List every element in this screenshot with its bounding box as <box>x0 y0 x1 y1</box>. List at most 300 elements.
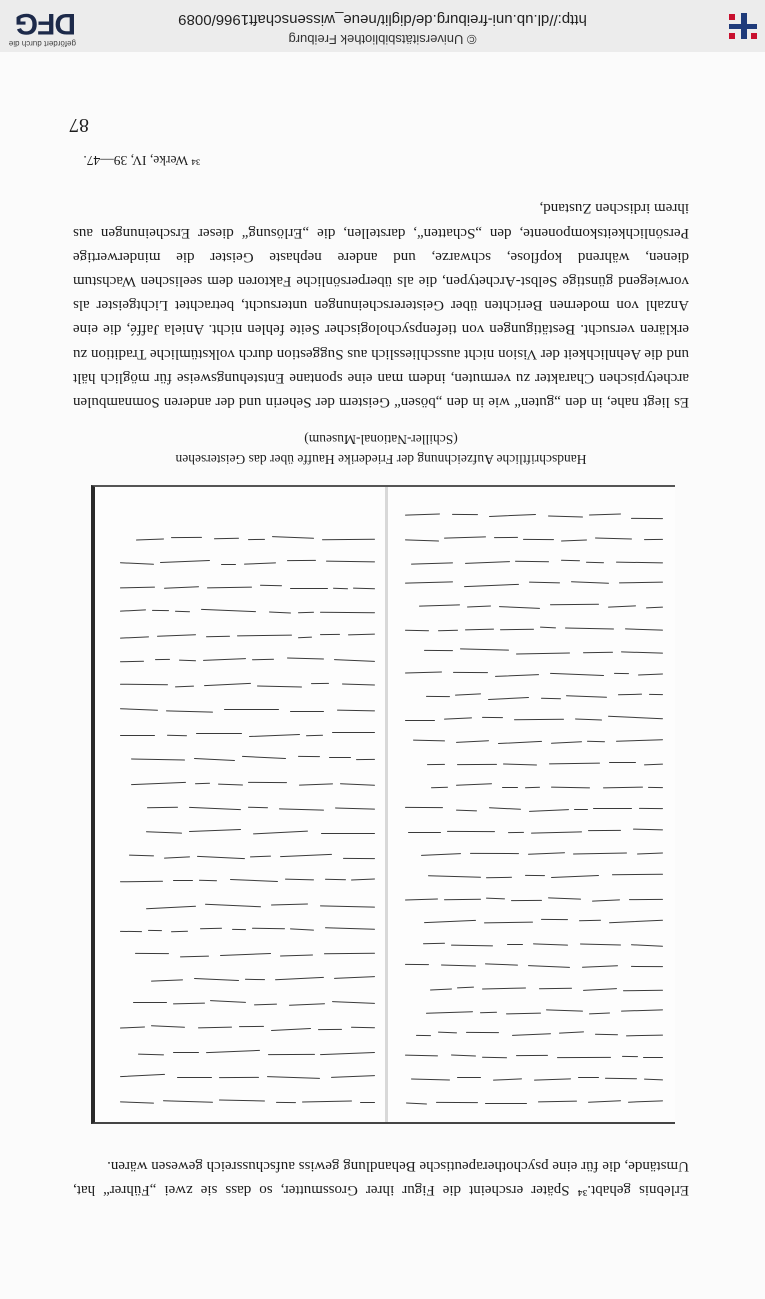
handwriting-stroke <box>625 628 663 631</box>
handwriting-stroke <box>525 786 540 788</box>
handwriting-stroke <box>280 808 325 811</box>
handwriting-stroke <box>219 1077 259 1079</box>
handwriting-stroke <box>166 710 213 713</box>
handwriting-stroke <box>135 952 169 954</box>
handwriting-stroke <box>244 562 276 565</box>
handwriting-stroke <box>484 922 533 924</box>
handwriting-stroke <box>320 1052 375 1055</box>
handwriting-stroke <box>189 807 241 811</box>
handwriting-stroke <box>588 829 621 830</box>
handwriting-stroke <box>171 930 188 932</box>
handwriting-stroke <box>405 1054 438 1056</box>
page-number: 87 <box>69 114 89 136</box>
handwriting-stroke <box>501 787 517 788</box>
handwriting-stroke <box>221 564 236 565</box>
handwriting-stroke <box>628 1100 663 1103</box>
handwriting-stroke <box>287 658 324 660</box>
handwriting-stroke <box>260 584 282 586</box>
handwriting-stroke <box>334 976 375 979</box>
handwriting-stroke <box>447 830 495 832</box>
handwriting-stroke <box>589 513 621 515</box>
handwriting-stroke <box>616 561 663 563</box>
handwriting-stroke <box>609 919 663 923</box>
viewer-header <box>0 0 765 52</box>
handwriting-stroke <box>405 539 439 541</box>
handwriting-stroke <box>516 652 570 654</box>
handwriting-stroke <box>167 734 187 736</box>
handwriting-stroke <box>297 612 313 614</box>
handwriting-stroke <box>616 739 663 742</box>
source-url[interactable]: http://dl.ub.uni-freiburg.de/diglit/neue_wissenschaft1966/0089 <box>178 11 587 28</box>
handwriting-stroke <box>219 1099 265 1101</box>
handwriting-stroke <box>290 929 314 932</box>
handwriting-stroke <box>248 781 287 783</box>
handwriting-stroke <box>326 561 375 563</box>
handwriting-stroke <box>405 898 438 900</box>
handwriting-stroke <box>331 1075 375 1078</box>
handwriting-stroke <box>504 764 538 766</box>
handwriting-stroke <box>623 990 663 992</box>
handwriting-stroke <box>322 539 375 541</box>
handwriting-stroke <box>237 635 292 637</box>
handwriting-stroke <box>175 611 190 613</box>
handwriting-stroke <box>551 787 590 789</box>
handwriting-stroke <box>275 977 324 981</box>
handwriting-stroke <box>163 1100 213 1103</box>
handwriting-stroke <box>644 764 663 766</box>
handwriting-stroke <box>271 1028 311 1031</box>
handwriting-stroke <box>639 808 663 809</box>
handwriting-stroke <box>500 628 534 630</box>
handwriting-stroke <box>456 810 477 812</box>
handwriting-stroke <box>285 878 314 880</box>
handwriting-stroke <box>200 879 218 881</box>
handwriting-stroke <box>297 756 319 758</box>
handwriting-stroke <box>557 1056 611 1058</box>
handwriting-stroke <box>547 516 582 518</box>
handwriting-stroke <box>451 1054 476 1056</box>
handwriting-stroke <box>269 611 291 613</box>
handwriting-stroke <box>411 562 453 565</box>
handwriting-stroke <box>539 987 572 989</box>
handwriting-stroke <box>337 710 375 712</box>
handwriting-stroke <box>514 718 564 720</box>
handwriting-stroke <box>321 833 375 834</box>
handwriting-stroke <box>541 919 568 921</box>
handwriting-stroke <box>593 808 632 809</box>
handwriting-stroke <box>201 609 256 613</box>
handwriting-stroke <box>523 539 554 541</box>
handwriting-stroke <box>340 783 375 786</box>
handwriting-stroke <box>351 879 375 881</box>
handwriting-stroke <box>589 1100 622 1103</box>
handwriting-stroke <box>405 720 435 721</box>
handwriting-stroke <box>571 581 609 584</box>
handwriting-stroke <box>621 1009 663 1011</box>
handwriting-stroke <box>171 536 202 538</box>
handwriting-stroke <box>299 784 333 786</box>
handwriting-stroke <box>427 763 445 764</box>
handwriting-stroke <box>290 710 324 711</box>
handwriting-stroke <box>511 899 542 901</box>
handwriting-stroke <box>580 943 621 945</box>
handwriting-stroke <box>249 807 269 809</box>
handwriting-stroke <box>629 899 663 901</box>
handwriting-stroke <box>560 559 579 561</box>
body-paragraph-bottom: Erlebnis gehabt.³⁴ Später erscheint die Figur ihrer Grossmutter, so dass sie zwei „Führer“ hat, Umstände, die für eine psychotherapeutische Behandlung gewiss aufschussreich gewesen wären. <box>73 1157 689 1198</box>
handwriting-stroke <box>356 759 375 761</box>
handwriting-stroke <box>179 659 196 661</box>
handwriting-stroke <box>406 1102 427 1104</box>
handwriting-stroke <box>457 763 497 764</box>
handwriting-stroke <box>405 513 440 515</box>
handwriting-stroke <box>253 1003 276 1005</box>
handwriting-stroke <box>538 1101 577 1103</box>
handwriting-stroke <box>120 636 149 639</box>
handwriting-stroke <box>466 1032 499 1034</box>
handwriting-stroke <box>320 612 375 614</box>
handwriting-stroke <box>525 875 545 876</box>
handwriting-stroke <box>484 963 517 966</box>
handwriting-stroke <box>189 829 241 832</box>
handwriting-stroke <box>431 787 448 789</box>
handwriting-stroke <box>494 1078 523 1081</box>
handwriting-stroke <box>273 536 315 539</box>
handwriting-stroke <box>445 536 487 539</box>
handwriting-stroke <box>648 786 663 787</box>
handwriting-stroke <box>487 876 513 878</box>
body-paragraph-top: Es liegt nahe, in den „guten“ wie in den „bösen“ Geistern der Seherin und der anderen Somnambulen archetypischen Charakter zu vermuten, indem man eine spontane Entstehungsweise für möglich hält und die Aehnlichkeit der Vision nicht ausschliesslich aus Suggestion durch volkstümliche Tradition zu erklären versucht. Bestätigungen von tiefenpsychologischer Seite fehlen nicht. Aniela Jaffé, die eine Anzahl von modernen Berichten über Geistererscheinungen untersucht, betrachtet Lichtgeister als vorwiegend günstige Selbst-Archetypen, die als überpersönliche Faktoren dem seelischen Wachstum dienen, während kopflose, schwarze, und andere nephaste Geister die minderwertige Persönlichkeitskomponente, den „Schatten“, darstellen, die „Erlösung“ dieser Erscheinungen aus ihrem irdischen Zustand, <box>73 200 689 410</box>
handwriting-stroke <box>614 673 629 675</box>
handwriting-stroke <box>424 919 476 923</box>
handwriting-stroke <box>452 514 478 516</box>
handwriting-stroke <box>131 782 186 786</box>
handwriting-stroke <box>194 758 235 761</box>
handwriting-stroke <box>430 988 452 990</box>
handwriting-stroke <box>480 1011 497 1013</box>
handwriting-stroke <box>151 1025 185 1028</box>
handwriting-stroke <box>120 931 142 933</box>
handwriting-stroke <box>495 536 519 538</box>
handwriting-stroke <box>485 1102 527 1103</box>
handwriting-stroke <box>120 586 155 588</box>
handwriting-stroke <box>242 755 286 758</box>
handwriting-stroke <box>551 875 599 878</box>
handwriting-stroke <box>486 897 505 899</box>
handwriting-stroke <box>425 650 454 651</box>
handwriting-stroke <box>533 943 568 946</box>
handwriting-stroke <box>276 1101 296 1103</box>
handwriting-stroke <box>360 1101 375 1102</box>
handwriting-stroke <box>120 562 154 565</box>
handwriting-stroke <box>196 733 242 734</box>
handwriting-stroke <box>631 966 663 967</box>
handwriting-stroke <box>405 807 443 809</box>
handwriting-stroke <box>423 943 445 945</box>
handwriting-stroke <box>325 927 375 930</box>
handwriting-stroke <box>203 658 246 661</box>
dfg-logo <box>4 8 76 48</box>
handwriting-stroke <box>631 517 663 519</box>
handwriting-stroke <box>297 636 311 638</box>
handwriting-stroke <box>120 609 146 612</box>
handwriting-stroke <box>457 1077 481 1078</box>
handwriting-stroke <box>173 880 193 881</box>
handwriting-stroke <box>324 879 345 881</box>
handwriting-stroke <box>318 1028 342 1030</box>
handwriting-stroke <box>644 1078 663 1080</box>
handwriting-stroke <box>252 927 285 929</box>
handwriting-stroke <box>594 538 631 540</box>
handwriting-stroke <box>206 635 230 637</box>
handwriting-stroke <box>136 538 164 540</box>
handwriting-stroke <box>207 587 252 589</box>
handwriting-stroke <box>249 734 300 737</box>
handwriting-stroke <box>560 539 586 541</box>
handwriting-stroke <box>334 658 375 661</box>
handwriting-stroke <box>548 897 581 900</box>
handwriting-stroke <box>550 673 604 676</box>
handwriting-stroke <box>333 587 348 589</box>
handwriting-stroke <box>405 581 453 583</box>
handwriting-stroke <box>528 965 570 968</box>
handwriting-stroke <box>619 581 663 583</box>
handwriting-stroke <box>289 1003 325 1006</box>
handwriting-stroke <box>138 1053 164 1055</box>
handwriting-stroke <box>253 830 308 834</box>
handwriting-stroke <box>452 944 494 946</box>
handwriting-stroke <box>622 1056 638 1058</box>
handwriting-stroke <box>606 1078 638 1080</box>
handwriting-stroke <box>174 1002 206 1004</box>
handwriting-stroke <box>583 988 617 991</box>
handwriting-stroke <box>151 609 168 611</box>
handwriting-stroke <box>457 986 474 988</box>
handwriting-stroke <box>637 852 663 854</box>
handwriting-stroke <box>405 671 442 673</box>
handwriting-stroke <box>586 562 604 564</box>
handwriting-stroke <box>419 604 460 607</box>
handwriting-stroke <box>120 880 163 882</box>
handwriting-stroke <box>329 756 351 757</box>
handwriting-stroke <box>173 1051 199 1052</box>
handwriting-stroke <box>515 560 549 562</box>
caption-line-1: Handschriftliche Aufzeichnung der Friederike Hauffe über das Geistersehen <box>175 452 587 467</box>
handwriting-stroke <box>436 1102 478 1104</box>
handwriting-stroke <box>540 627 556 629</box>
handwriting-stroke <box>489 514 536 517</box>
handwriting-stroke <box>332 732 375 733</box>
handwriting-stroke <box>120 1101 154 1104</box>
handwriting-stroke <box>252 659 274 661</box>
handwriting-stroke <box>160 559 210 562</box>
handwriting-stroke <box>512 1033 551 1036</box>
handwriting-stroke <box>251 855 272 857</box>
handwriting-stroke <box>506 944 522 945</box>
handwriting-stroke <box>516 1054 548 1055</box>
handwriting-stroke <box>147 831 183 834</box>
handwriting-stroke <box>649 694 663 695</box>
handwriting-stroke <box>565 627 614 629</box>
handwriting-stroke <box>465 561 510 564</box>
handwriting-stroke <box>342 683 375 685</box>
handwriting-stroke <box>551 741 582 744</box>
handwriting-stroke <box>482 717 503 718</box>
handwriting-stroke <box>198 1026 232 1028</box>
handwriting-stroke <box>271 903 308 905</box>
handwriting-stroke <box>133 1002 167 1003</box>
handwriting-stroke <box>602 786 642 788</box>
handwriting-stroke <box>621 651 663 654</box>
handwriting-stroke <box>353 587 375 589</box>
handwriting-stroke <box>175 685 194 687</box>
handwriting-stroke <box>280 954 313 956</box>
handwriting-stroke <box>441 964 476 966</box>
manuscript-gutter <box>385 487 388 1122</box>
handwriting-stroke <box>248 539 265 541</box>
handwriting-stroke <box>527 852 564 855</box>
handwriting-stroke <box>489 807 521 810</box>
handwriting-stroke <box>541 697 561 699</box>
handwriting-stroke <box>577 1076 598 1077</box>
figure-caption <box>83 429 679 469</box>
handwriting-stroke <box>239 1025 264 1026</box>
handwriting-stroke <box>631 944 664 947</box>
handwriting-stroke <box>574 808 588 809</box>
handwriting-stroke <box>470 852 519 853</box>
handwriting-stroke <box>324 952 375 954</box>
handwriting-stroke <box>587 741 605 743</box>
handwriting-stroke <box>405 964 429 966</box>
handwriting-stroke <box>197 856 245 860</box>
handwriting-stroke <box>638 673 663 675</box>
handwriting-stroke <box>453 672 488 674</box>
dfg-subtitle: gefördert durch die <box>8 39 76 48</box>
handwriting-stroke <box>609 605 637 608</box>
handwriting-stroke <box>147 930 162 932</box>
handwriting-stroke <box>592 899 620 902</box>
handwriting-stroke <box>200 927 222 929</box>
handwriting-stroke <box>220 952 271 955</box>
handwriting-stroke <box>302 1100 352 1102</box>
handwriting-stroke <box>320 905 375 908</box>
handwriting-stroke <box>633 829 663 831</box>
handwriting-stroke <box>195 783 210 785</box>
handwriting-stroke <box>408 832 441 833</box>
handwriting-stroke <box>204 682 251 686</box>
handwriting-stroke <box>181 955 210 957</box>
handwriting-stroke <box>612 874 663 876</box>
handwriting-stroke <box>411 1078 450 1080</box>
handwriting-stroke <box>465 629 494 631</box>
handwriting-stroke <box>320 634 340 635</box>
handwriting-stroke <box>438 1032 457 1034</box>
handwriting-stroke <box>466 605 490 607</box>
handwriting-stroke <box>456 783 492 786</box>
handwriting-stroke <box>206 904 262 908</box>
manuscript-plate <box>91 485 675 1124</box>
handwriting-stroke <box>348 633 375 635</box>
handwriting-stroke <box>443 717 472 720</box>
handwriting-stroke <box>608 716 663 720</box>
caption-line-2: (Schiller-National-Museum) <box>304 432 458 447</box>
handwriting-stroke <box>268 1054 315 1055</box>
footnote: ³⁴ Werke, IV, 39—47. <box>83 153 200 168</box>
handwriting-stroke <box>217 783 242 785</box>
handwriting-stroke <box>609 762 636 763</box>
handwriting-stroke <box>529 809 569 812</box>
handwriting-stroke <box>508 831 524 833</box>
handwriting-stroke <box>548 762 599 764</box>
handwriting-stroke <box>646 607 663 609</box>
handwriting-stroke <box>195 977 240 980</box>
handwriting-stroke <box>456 740 489 743</box>
handwriting-stroke <box>482 1056 507 1058</box>
handwriting-stroke <box>534 1078 571 1081</box>
handwriting-stroke <box>120 661 144 663</box>
handwriting-stroke <box>289 588 327 589</box>
handwriting-stroke <box>595 1033 618 1035</box>
handwriting-stroke <box>566 695 607 698</box>
handwriting-stroke <box>245 979 265 981</box>
handwriting-stroke <box>214 538 239 540</box>
handwriting-stroke <box>531 831 582 834</box>
handwriting-stroke <box>267 1076 320 1079</box>
handwriting-stroke <box>146 905 196 909</box>
handwriting-stroke <box>496 674 540 677</box>
handwriting-stroke <box>150 979 182 982</box>
handwriting-stroke <box>165 586 200 589</box>
handwriting-stroke <box>120 683 168 685</box>
handwriting-stroke <box>426 695 450 697</box>
handwriting-stroke <box>416 1034 431 1036</box>
handwriting-stroke <box>178 1077 213 1078</box>
dfg-logo-text: DFG <box>15 7 76 40</box>
handwriting-stroke <box>121 1073 166 1076</box>
handwriting-stroke <box>335 807 375 809</box>
handwriting-stroke <box>460 648 509 651</box>
handwriting-stroke <box>549 604 598 606</box>
handwriting-stroke <box>529 581 560 583</box>
handwriting-stroke <box>405 630 429 632</box>
handwriting-stroke <box>488 697 529 700</box>
handwriting-stroke <box>643 1057 663 1058</box>
handwriting-stroke <box>582 965 618 968</box>
handwriting-stroke <box>547 1009 584 1012</box>
handwriting-stroke <box>444 899 481 901</box>
handwriting-stroke <box>644 539 663 540</box>
handwriting-stroke <box>224 708 279 709</box>
handwriting-stroke <box>589 1012 610 1014</box>
handwriting-stroke <box>305 734 322 736</box>
handwriting-stroke <box>343 858 375 860</box>
handwriting-stroke <box>482 987 526 989</box>
handwriting-stroke <box>286 560 315 562</box>
handwriting-stroke <box>506 1012 541 1014</box>
handwriting-stroke <box>426 1011 473 1014</box>
handwriting-stroke <box>438 629 458 631</box>
handwriting-stroke <box>500 606 541 609</box>
handwriting-stroke <box>455 693 481 696</box>
handwriting-stroke <box>583 651 613 653</box>
handwriting-stroke <box>280 853 332 857</box>
handwriting-stroke <box>128 854 153 856</box>
handwriting-stroke <box>120 735 155 736</box>
handwriting-stroke <box>422 853 462 856</box>
handwriting-stroke <box>156 634 195 637</box>
handwriting-stroke <box>618 694 642 696</box>
handwriting-stroke <box>120 1026 145 1028</box>
